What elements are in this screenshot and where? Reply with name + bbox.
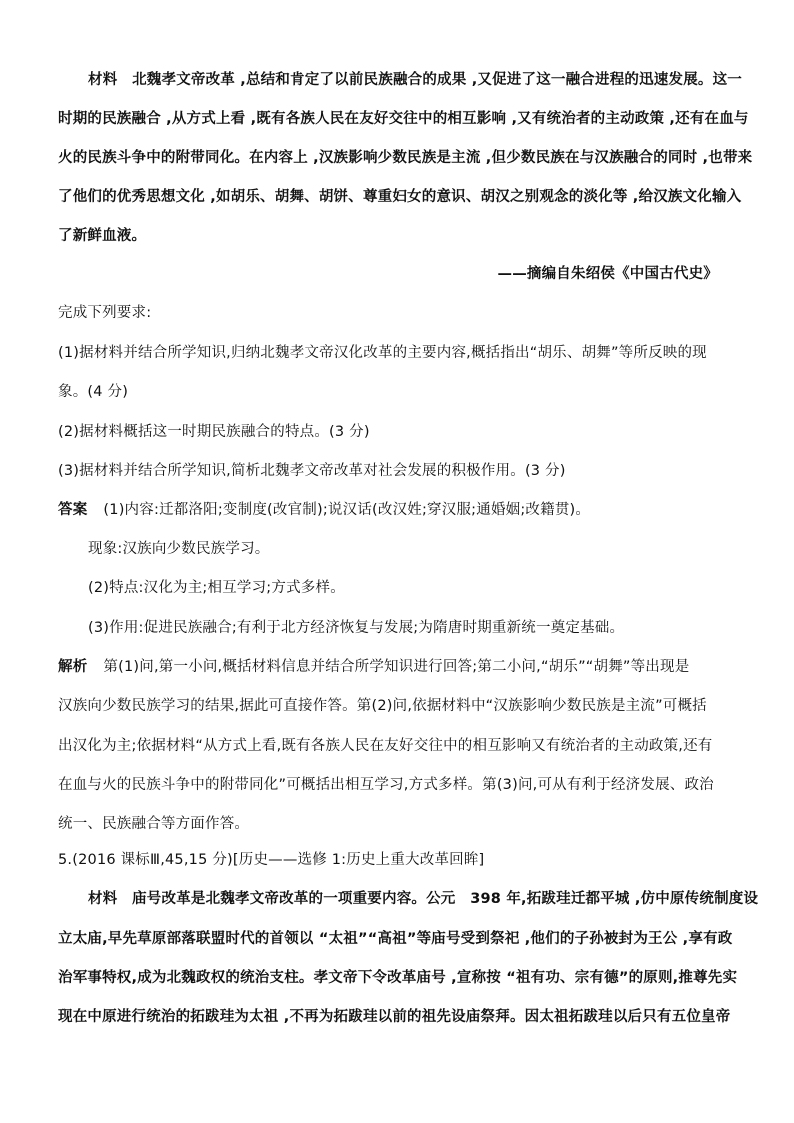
question5-line-1: 材料 庙号改革是北魏孝文帝改革的一项重要内容。公元 398 年,拓跋珪迁都平城 ,仿中原传统制度设	[88, 891, 759, 907]
question-3: (3)据材料并结合所学知识,简析北魏孝文帝改革对社会发展的积极作用。(3 分)	[58, 463, 566, 479]
questions-intro: 完成下列要求:	[58, 305, 152, 321]
material1-line-3: 火的民族斗争中的附带同化。在内容上 ,汉族影响少数民族是主流 ,但少数民族在与汉族融合的同时 ,也带来	[58, 150, 753, 166]
question5-line-4: 现在中原进行统治的拓跋珪为太祖 ,不再为拓跋珪以前的祖先设庙祭拜。因太祖拓跋珪以后只有五位皇帝	[58, 1009, 731, 1025]
answer-line-2: 现象:汉族向少数民族学习。	[88, 541, 270, 557]
question5-line-3: 治军事特权,成为北魏政权的统治支柱。孝文帝下令改革庙号 ,宣称按 “祖有功、宗有德”的原则,推尊先实	[58, 970, 738, 986]
question-1-line-1: (1)据材料并结合所学知识,归纳北魏孝文帝汉化改革的主要内容,概括指出“胡乐、胡舞”等所反映的现	[58, 345, 707, 361]
material1-line-5: 了新鲜血液。	[58, 228, 147, 244]
analysis-line-1	[58, 657, 689, 677]
answer-line-4: (3)作用:促进民族融合;有利于北方经济恢复与发展;为隋唐时期重新统一奠定基础。	[88, 620, 625, 636]
material1-line-2: 时期的民族融合 ,从方式上看 ,既有各族人民在友好交往中的相互影响 ,又有统治者的主动政策 ,还有在血与	[58, 111, 749, 127]
material1-line-1: 材料 北魏孝文帝改革 ,总结和肯定了以前民族融合的成果 ,又促进了这一融合进程的迅速发展。这一	[88, 72, 743, 88]
answer-line-3: (2)特点:汉化为主;相互学习;方式多样。	[88, 580, 345, 596]
material1-source: ——摘编自朱绍侯《中国古代史》	[497, 266, 718, 282]
answer-line-1	[58, 500, 590, 520]
analysis-line-3: 出汉化为主;依据材料“从方式上看,既有各族人民在友好交往中的相互影响又有统治者的主动政策,还有	[58, 738, 713, 754]
analysis-text-1: 第(1)问,第一小问,概括材料信息并结合所学知识进行回答;第二小问,“胡乐”“胡舞”等出现是	[103, 659, 690, 675]
question-2: (2)据材料概括这一时期民族融合的特点。(3 分)	[58, 424, 370, 440]
question5-header: 5.(2016 课标Ⅲ,45,15 分)[历史——选修 1:历史上重大改革回眸]	[58, 852, 485, 868]
analysis-line-5: 统一、民族融合等方面作答。	[58, 816, 250, 832]
analysis-line-4: 在血与火的民族斗争中的附带同化”可概括出相互学习,方式多样。第(3)问,可从有利于经济发展、政治	[58, 777, 714, 793]
answer-text-1: (1)内容:迁都洛阳;变制度(改官制);说汉话(改汉姓;穿汉服;通婚姻;改籍贯)。	[103, 502, 591, 518]
material1-line-4: 了他们的优秀思想文化 ,如胡乐、胡舞、胡饼、尊重妇女的意识、胡汉之别观念的淡化等 ,给汉族文化输入	[58, 189, 742, 205]
answer-label: 答案	[58, 502, 88, 518]
analysis-label: 解析	[58, 659, 88, 675]
analysis-line-2: 汉族向少数民族学习的结果,据此可直接作答。第(2)问,依据材料中“汉族影响少数民族是主流”可概括	[58, 698, 707, 714]
question5-line-2: 立太庙,早先草原部落联盟时代的首领以 “太祖”“高祖”等庙号受到祭祀 ,他们的子孙被封为王公 ,享有政	[58, 931, 733, 947]
question-1-line-2: 象。(4 分)	[58, 384, 129, 400]
